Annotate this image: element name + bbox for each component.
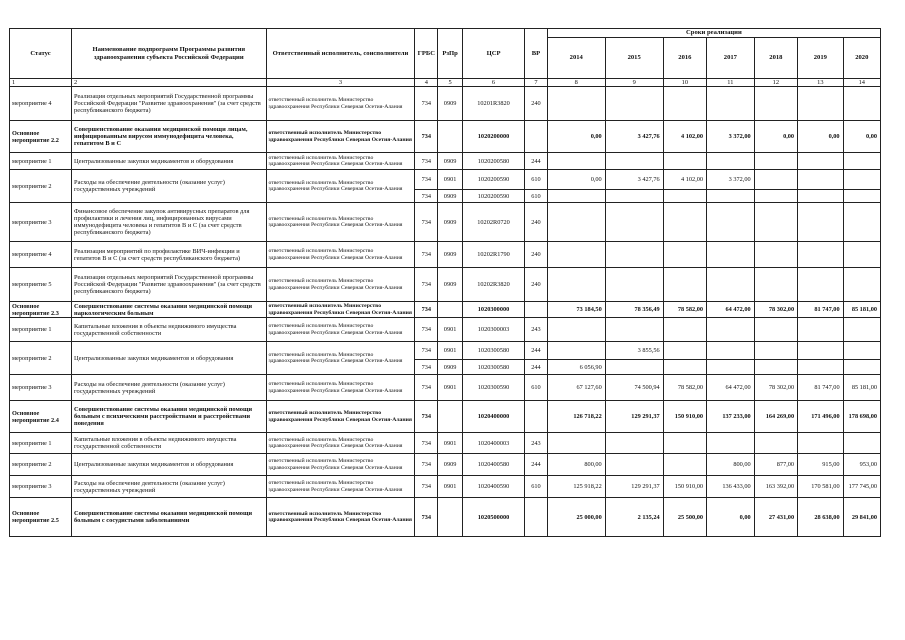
row-year-value: 78 582,00: [663, 375, 706, 401]
row-year-value: [798, 433, 844, 454]
row-csr: 1020300003: [463, 318, 525, 342]
row-year-value: 0,00: [798, 121, 844, 153]
row-year-value: [843, 360, 880, 375]
row-year-value: [798, 170, 844, 190]
row-year-value: [663, 342, 706, 360]
row-vr: 243: [525, 433, 548, 454]
row-year-value: [605, 268, 663, 302]
row-grbs: 734: [415, 242, 438, 268]
row-year-value: 25 000,00: [547, 498, 605, 537]
row-year-value: [663, 153, 706, 170]
row-year-value: [754, 203, 797, 242]
table-row: [10, 498, 881, 537]
row-vr: 243: [525, 318, 548, 342]
row-status: мероприятие 1: [10, 153, 72, 170]
row-year-value: [663, 268, 706, 302]
column-index-cell: 14: [843, 79, 880, 87]
row-status: мероприятие 5: [10, 268, 72, 302]
row-year-value: [754, 170, 797, 190]
row-year-value: [798, 203, 844, 242]
row-year-value: [547, 87, 605, 121]
column-index-cell: 9: [605, 79, 663, 87]
row-year-value: 3 855,56: [605, 342, 663, 360]
column-index-cell: 4: [415, 79, 438, 87]
row-grbs: 734: [415, 268, 438, 302]
row-rzpr: 0909: [438, 242, 463, 268]
row-year-value: [754, 87, 797, 121]
row-year-value: [663, 190, 706, 203]
row-csr: 1020200000: [463, 121, 525, 153]
row-year-value: [754, 268, 797, 302]
row-year-value: [843, 153, 880, 170]
row-rzpr: 0909: [438, 190, 463, 203]
row-grbs: 734: [415, 342, 438, 360]
row-name: Расходы на обеспечение деятельности (оказание услуг) государственных учреждений: [72, 170, 266, 203]
row-year-value: [707, 433, 755, 454]
row-name: Капитальные вложения в объекты недвижимого имущества государственной собственности: [72, 433, 266, 454]
row-year-value: 29 841,00: [843, 498, 880, 537]
row-year-value: 6 056,90: [547, 360, 605, 375]
row-vr: 610: [525, 170, 548, 190]
row-year-value: [843, 433, 880, 454]
row-status: мероприятие 4: [10, 87, 72, 121]
table-row: [10, 203, 881, 242]
row-name: Реализация отдельных мероприятий Государственной программы Российской Федерации "Развитие здравоохранения" (за счет средств республиканского бюджета): [72, 87, 266, 121]
row-year-value: [798, 360, 844, 375]
header-terms: Сроки реализации: [547, 29, 880, 38]
row-name: Совершенствование системы оказания медицинской помощи наркологическим больным: [72, 302, 266, 318]
row-rzpr: [438, 401, 463, 433]
row-status: мероприятие 4: [10, 242, 72, 268]
column-index-cell: 13: [798, 79, 844, 87]
row-name: Совершенствование системы оказания медицинской помощи больным с психическими расстройствами и расстройствами поведения: [72, 401, 266, 433]
row-year-value: [663, 318, 706, 342]
row-name: Централизованные закупки медикаментов и оборудования: [72, 153, 266, 170]
row-vr: 240: [525, 87, 548, 121]
row-status: Основное мероприятие 2.5: [10, 498, 72, 537]
row-responsible: ответственный исполнитель Министерство здравоохранения Республики Северная Осетия-Алания: [266, 87, 415, 121]
row-csr: 1020400590: [463, 476, 525, 498]
row-year-value: [707, 268, 755, 302]
row-vr: 240: [525, 203, 548, 242]
row-year-value: 81 747,00: [798, 375, 844, 401]
row-rzpr: 0909: [438, 360, 463, 375]
row-year-value: 0,00: [547, 170, 605, 190]
row-status: мероприятие 1: [10, 433, 72, 454]
row-year-value: 0,00: [843, 121, 880, 153]
row-name: Централизованные закупки медикаментов и оборудования: [72, 454, 266, 476]
row-year-value: [707, 203, 755, 242]
row-year-value: [663, 454, 706, 476]
row-year-value: [547, 342, 605, 360]
row-year-value: 78 302,00: [754, 302, 797, 318]
row-status: мероприятие 2: [10, 170, 72, 203]
row-year-value: [754, 342, 797, 360]
row-year-value: 78 356,49: [605, 302, 663, 318]
row-grbs: 734: [415, 153, 438, 170]
row-vr: 610: [525, 375, 548, 401]
row-name: Капитальные вложения в объекты недвижимого имущества государственной собственности: [72, 318, 266, 342]
row-year-value: [798, 268, 844, 302]
table-row: [10, 318, 881, 342]
row-year-value: 150 910,00: [663, 401, 706, 433]
row-responsible: ответственный исполнитель Министерство здравоохранения Республики Северная Осетия-Алания: [266, 242, 415, 268]
row-rzpr: 0909: [438, 153, 463, 170]
column-index-cell: 10: [663, 79, 706, 87]
row-year-value: [605, 242, 663, 268]
table-row: [10, 268, 881, 302]
header-year: 2018: [754, 38, 797, 79]
row-year-value: 67 127,60: [547, 375, 605, 401]
row-year-value: 178 698,00: [843, 401, 880, 433]
table-row: [10, 302, 881, 318]
row-grbs: 734: [415, 203, 438, 242]
program-table: [9, 28, 881, 537]
row-rzpr: 0909: [438, 454, 463, 476]
row-grbs: 734: [415, 454, 438, 476]
row-name: Расходы на обеспечение деятельности (оказание услуг) государственных учреждений: [72, 375, 266, 401]
header-year: 2017: [707, 38, 755, 79]
row-year-value: 4 102,00: [663, 121, 706, 153]
row-year-value: 877,00: [754, 454, 797, 476]
row-year-value: 78 302,00: [754, 375, 797, 401]
column-index-cell: 1: [10, 79, 72, 87]
row-year-value: [707, 87, 755, 121]
row-year-value: [798, 342, 844, 360]
row-year-value: 126 718,22: [547, 401, 605, 433]
column-index-cell: 2: [72, 79, 266, 87]
header-csr: ЦСР: [463, 29, 525, 79]
row-grbs: 734: [415, 476, 438, 498]
row-year-value: [707, 242, 755, 268]
row-year-value: 0,00: [754, 121, 797, 153]
table-row: [10, 121, 881, 153]
row-name: Централизованные закупки медикаментов и оборудования: [72, 342, 266, 375]
row-responsible: ответственный исполнитель Министерство здравоохранения Республики Северная Осетия-Алания: [266, 401, 415, 433]
row-year-value: 129 291,37: [605, 476, 663, 498]
row-responsible: ответственный исполнитель Министерство здравоохранения Республики Северная Осетия-Алания: [266, 342, 415, 375]
row-grbs: 734: [415, 318, 438, 342]
row-year-value: [843, 318, 880, 342]
row-year-value: [843, 190, 880, 203]
row-year-value: [547, 190, 605, 203]
row-year-value: 171 496,00: [798, 401, 844, 433]
row-vr: [525, 302, 548, 318]
row-year-value: 73 184,50: [547, 302, 605, 318]
row-year-value: [605, 153, 663, 170]
row-vr: 240: [525, 242, 548, 268]
row-responsible: ответственный исполнитель Министерство здравоохранения Республики Северная Осетия-Алания: [266, 454, 415, 476]
row-status: мероприятие 2: [10, 454, 72, 476]
header-year: 2014: [547, 38, 605, 79]
row-year-value: [605, 203, 663, 242]
column-index-cell: 5: [438, 79, 463, 87]
column-index-cell: 7: [525, 79, 548, 87]
row-year-value: 800,00: [547, 454, 605, 476]
row-rzpr: 0901: [438, 342, 463, 360]
row-year-value: 85 181,00: [843, 302, 880, 318]
row-status: Основное мероприятие 2.2: [10, 121, 72, 153]
row-csr: 10202R0720: [463, 203, 525, 242]
row-year-value: [843, 203, 880, 242]
row-year-value: [707, 360, 755, 375]
row-year-value: 3 427,76: [605, 121, 663, 153]
row-vr: 240: [525, 268, 548, 302]
row-year-value: 3 427,76: [605, 170, 663, 190]
row-year-value: 800,00: [707, 454, 755, 476]
row-name: Расходы на обеспечение деятельности (оказание услуг) государственных учреждений: [72, 476, 266, 498]
row-year-value: 137 233,00: [707, 401, 755, 433]
row-year-value: [798, 153, 844, 170]
row-year-value: [547, 242, 605, 268]
row-year-value: [605, 190, 663, 203]
row-rzpr: [438, 302, 463, 318]
row-vr: [525, 121, 548, 153]
row-grbs: 734: [415, 87, 438, 121]
row-year-value: [843, 268, 880, 302]
row-year-value: 136 433,00: [707, 476, 755, 498]
table-row: [10, 375, 881, 401]
row-vr: [525, 401, 548, 433]
row-name: Реализация отдельных мероприятий Государственной программы Российской Федерации "Развитие здравоохранения" (за счет средств республиканского бюджета): [72, 268, 266, 302]
row-csr: 1020300580: [463, 360, 525, 375]
row-year-value: 163 392,00: [754, 476, 797, 498]
row-year-value: [605, 360, 663, 375]
row-year-value: 129 291,37: [605, 401, 663, 433]
row-responsible: ответственный исполнитель Министерство здравоохранения Республики Северная Осетия-Алания: [266, 170, 415, 203]
header-status: Статус: [10, 29, 72, 79]
row-name: Финансовое обеспечение закупок антивирусных препаратов для профилактики и лечения лиц, инфицированных вирусами иммунодефицита человека и гепатитов В и С (за счет средств республиканского бюджета): [72, 203, 266, 242]
row-year-value: [798, 318, 844, 342]
table-row: [10, 454, 881, 476]
header-rzpr: РзПр: [438, 29, 463, 79]
table-row: [10, 242, 881, 268]
row-csr: 10202R1790: [463, 242, 525, 268]
row-year-value: 3 372,00: [707, 170, 755, 190]
row-grbs: 734: [415, 360, 438, 375]
row-responsible: ответственный исполнитель Министерство здравоохранения Республики Северная Осетия-Алания: [266, 375, 415, 401]
row-rzpr: [438, 498, 463, 537]
table-row: [10, 433, 881, 454]
column-index-cell: 6: [463, 79, 525, 87]
row-year-value: 2 135,24: [605, 498, 663, 537]
row-responsible: ответственный исполнитель Министерство здравоохранения Республики Северная Осетия-Алания: [266, 498, 415, 537]
row-year-value: [754, 242, 797, 268]
row-year-value: [605, 454, 663, 476]
row-status: мероприятие 3: [10, 203, 72, 242]
row-vr: 610: [525, 476, 548, 498]
row-year-value: 27 431,00: [754, 498, 797, 537]
header-year: 2015: [605, 38, 663, 79]
row-year-value: 164 269,00: [754, 401, 797, 433]
row-rzpr: [438, 121, 463, 153]
row-grbs: 734: [415, 302, 438, 318]
row-csr: 1020400000: [463, 401, 525, 433]
row-status: Основное мероприятие 2.3: [10, 302, 72, 318]
row-rzpr: 0901: [438, 476, 463, 498]
row-year-value: 4 102,00: [663, 170, 706, 190]
header-year: 2016: [663, 38, 706, 79]
row-year-value: [754, 433, 797, 454]
row-year-value: [798, 87, 844, 121]
row-year-value: 28 638,00: [798, 498, 844, 537]
row-name: Реализация мероприятий по профилактике ВИЧ-инфекции и гепатитов В и С (за счет средств республиканского бюджета): [72, 242, 266, 268]
row-name: Совершенствование оказания медицинской помощи лицам, инфицированным вирусом иммунодефицита человека, гепатитом В и С: [72, 121, 266, 153]
row-responsible: ответственный исполнитель Министерство здравоохранения Республики Северная Осетия-Алания: [266, 302, 415, 318]
table-row: [10, 170, 881, 190]
row-year-value: [547, 203, 605, 242]
row-grbs: 734: [415, 190, 438, 203]
row-year-value: [547, 268, 605, 302]
row-csr: 1020400580: [463, 454, 525, 476]
row-grbs: 734: [415, 121, 438, 153]
row-vr: 610: [525, 190, 548, 203]
row-grbs: 734: [415, 498, 438, 537]
row-year-value: [843, 342, 880, 360]
row-responsible: ответственный исполнитель Министерство здравоохранения Республики Северная Осетия-Алания: [266, 476, 415, 498]
row-csr: 10202R3820: [463, 268, 525, 302]
row-status: мероприятие 1: [10, 318, 72, 342]
row-status: Основное мероприятие 2.4: [10, 401, 72, 433]
row-year-value: [663, 242, 706, 268]
row-rzpr: 0909: [438, 203, 463, 242]
row-vr: 244: [525, 342, 548, 360]
row-vr: 244: [525, 454, 548, 476]
row-year-value: [707, 318, 755, 342]
header-year: 2019: [798, 38, 844, 79]
row-year-value: [707, 342, 755, 360]
row-year-value: 0,00: [547, 121, 605, 153]
row-csr: 10201R3820: [463, 87, 525, 121]
row-grbs: 734: [415, 433, 438, 454]
row-csr: 1020200590: [463, 190, 525, 203]
row-csr: 1020200590: [463, 170, 525, 190]
row-rzpr: 0901: [438, 375, 463, 401]
row-rzpr: 0901: [438, 433, 463, 454]
row-vr: 244: [525, 153, 548, 170]
row-year-value: 74 500,94: [605, 375, 663, 401]
table-row: [10, 153, 881, 170]
row-year-value: [707, 153, 755, 170]
row-year-value: [754, 153, 797, 170]
row-year-value: [843, 242, 880, 268]
row-csr: 1020200580: [463, 153, 525, 170]
row-year-value: 81 747,00: [798, 302, 844, 318]
column-index-cell: 8: [547, 79, 605, 87]
row-csr: 1020300590: [463, 375, 525, 401]
row-grbs: 734: [415, 375, 438, 401]
row-responsible: ответственный исполнитель Министерство здравоохранения Республики Северная Осетия-Алания: [266, 121, 415, 153]
row-year-value: [754, 190, 797, 203]
column-index-cell: 11: [707, 79, 755, 87]
row-year-value: 150 910,00: [663, 476, 706, 498]
header-name: Наименование подпрограмм Программы развития здравоохранения субъекта Российской Федерации: [72, 29, 266, 79]
header-responsible: Ответственный исполнитель, соисполнители: [266, 29, 415, 79]
row-csr: 1020300580: [463, 342, 525, 360]
row-year-value: [663, 87, 706, 121]
row-year-value: 3 372,00: [707, 121, 755, 153]
row-rzpr: 0909: [438, 87, 463, 121]
row-year-value: 0,00: [707, 498, 755, 537]
table-row: [10, 476, 881, 498]
row-year-value: [605, 433, 663, 454]
row-year-value: [605, 87, 663, 121]
row-status: мероприятие 2: [10, 342, 72, 375]
row-year-value: 915,00: [798, 454, 844, 476]
column-index-cell: 3: [266, 79, 415, 87]
program-table-sheet: [9, 28, 881, 537]
table-row: [10, 87, 881, 121]
row-responsible: ответственный исполнитель Министерство здравоохранения Республики Северная Осетия-Алания: [266, 203, 415, 242]
table-row: [10, 342, 881, 360]
row-year-value: [843, 170, 880, 190]
row-year-value: [754, 360, 797, 375]
row-responsible: ответственный исполнитель Министерство здравоохранения Республики Северная Осетия-Алания: [266, 268, 415, 302]
row-year-value: [663, 433, 706, 454]
row-rzpr: 0901: [438, 170, 463, 190]
row-vr: [525, 498, 548, 537]
row-year-value: [798, 190, 844, 203]
row-rzpr: 0909: [438, 268, 463, 302]
column-index-cell: 12: [754, 79, 797, 87]
row-csr: 1020400003: [463, 433, 525, 454]
row-rzpr: 0901: [438, 318, 463, 342]
header-vr: ВР: [525, 29, 548, 79]
row-vr: 244: [525, 360, 548, 375]
row-year-value: [798, 242, 844, 268]
row-year-value: [663, 360, 706, 375]
row-year-value: [663, 203, 706, 242]
header-year: 2020: [843, 38, 880, 79]
row-year-value: [547, 433, 605, 454]
header-grbs: ГРБС: [415, 29, 438, 79]
row-responsible: ответственный исполнитель Министерство здравоохранения Республики Северная Осетия-Алания: [266, 153, 415, 170]
row-responsible: ответственный исполнитель Министерство здравоохранения Республики Северная Осетия-Алания: [266, 318, 415, 342]
row-grbs: 734: [415, 170, 438, 190]
row-status: мероприятие 3: [10, 476, 72, 498]
row-csr: 1020500000: [463, 498, 525, 537]
row-year-value: [843, 87, 880, 121]
row-name: Совершенствование системы оказания медицинской помощи больным с сосудистыми заболеваниями: [72, 498, 266, 537]
row-year-value: 170 581,00: [798, 476, 844, 498]
row-year-value: 64 472,00: [707, 302, 755, 318]
row-year-value: 25 500,00: [663, 498, 706, 537]
row-grbs: 734: [415, 401, 438, 433]
row-year-value: [547, 153, 605, 170]
table-row: [10, 401, 881, 433]
row-year-value: [754, 318, 797, 342]
row-year-value: [547, 318, 605, 342]
row-year-value: 64 472,00: [707, 375, 755, 401]
row-csr: 1020300000: [463, 302, 525, 318]
row-status: мероприятие 3: [10, 375, 72, 401]
row-year-value: 125 918,22: [547, 476, 605, 498]
row-responsible: ответственный исполнитель Министерство здравоохранения Республики Северная Осетия-Алания: [266, 433, 415, 454]
row-year-value: 177 745,00: [843, 476, 880, 498]
row-year-value: [707, 190, 755, 203]
row-year-value: [605, 318, 663, 342]
row-year-value: 78 582,00: [663, 302, 706, 318]
row-year-value: 85 181,00: [843, 375, 880, 401]
row-year-value: 953,00: [843, 454, 880, 476]
